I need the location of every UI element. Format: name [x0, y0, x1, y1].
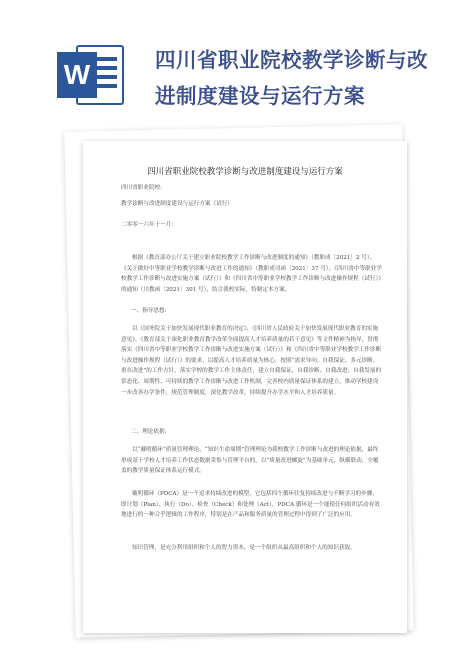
title-line-1: 四川省职业院校教学诊断与改: [155, 48, 428, 72]
word-document-icon: [55, 44, 125, 106]
document-page[interactable]: [83, 141, 407, 633]
document-title: 四川省职业院校教学诊断与改进制度建设与运行方案: [147, 167, 343, 177]
title-line-2: 进制度建设与运行方案: [155, 84, 365, 108]
page-title: [155, 42, 455, 114]
document-header: [0, 0, 474, 130]
document-org: 四川省职业院校:: [121, 185, 163, 191]
paragraph-theory: 以“戴明循环”质量管理理论、“知识生命周期”管理理论为我校教学工作诊断与改进的理论依据，最终形成基于学校人才培养工作状态数据采集与管理平台的，以“质量改进螺旋”为基础单元，纵横联动，全覆盖的教学质量保证体系运行模式。: [121, 447, 379, 475]
document-subtitle: 教学诊断与改进制度建设与运行方案（试行）: [121, 201, 233, 207]
word-icon-letter: W: [63, 59, 91, 90]
document-date: 二零零一六年十一月:: [121, 222, 174, 228]
paragraph-knowledge: 知识管理，是充分利用组织和个人的智力资本，是一个组织从最高组织和个人的知识获取。: [132, 545, 356, 551]
paragraph-basis: 根据《教育部办公厅关于建立职业院校教学工作诊断与改进制度的通知》（教职成〔2021〕2 号）、《关于做好中等职业学校教学诊断与改进工作的通知》（教职成司函〔2021〕37 号）、《四川省中等职业学校教学工作诊断与改进实施方案（试行）》和《四川省中等职业学校教学工作诊断与改进操作规程（试行）》的通知（川教函〔2021〕301 号），结合我校实际，特制定本方案。: [121, 255, 382, 293]
section-theory: 二、理论依据:: [131, 429, 167, 435]
paragraph-pdca: 戴明循环（PDCA）是一个追求持续改进的模型，它包括四个循环往复持续改进与不断学习的步骤，即计划（Plan）、执行（Do）、检查（Check）和处理（Act）。PDCA 循环是一个能使任何组织活动有效地进行的一种合乎逻辑的工作程序，特别是在产品和服务质量的管理过程中得到了广泛的应用。: [121, 491, 380, 519]
section-guiding-ideology: 一、指导思想:: [131, 308, 167, 314]
paragraph-guiding-ideology: 以《国务院关于加快发展现代职业教育的决定》、《四川省人民政府关于加快发展现代职业教育的实施意见》、《教育部关于深化职业教育教学改革全面提高人才培养质量的若干意见》等文件精神为指导，贯彻落实《四川省中等职业学校教学工作诊断与改进实施方案（试行）》和《四川省中等职业学校教学工作诊断与改进操作规程（试行）》的要求，以提高人才培养质量为核心，按照“需求导向、自我保证、多元诊断、重在改进”的工作方针，落实学校的教学工作主体责任，建立自我保证、自我诊断、自我改进、自我发展的常态化、周期性、可持续的教学工作诊断与改进工作机制，完善校内质量保证体系的建立，推动学校建设一步改善办学条件，规范管理制度，深化教学改革，持续提升办学水平和人才培养质量。: [121, 326, 382, 396]
